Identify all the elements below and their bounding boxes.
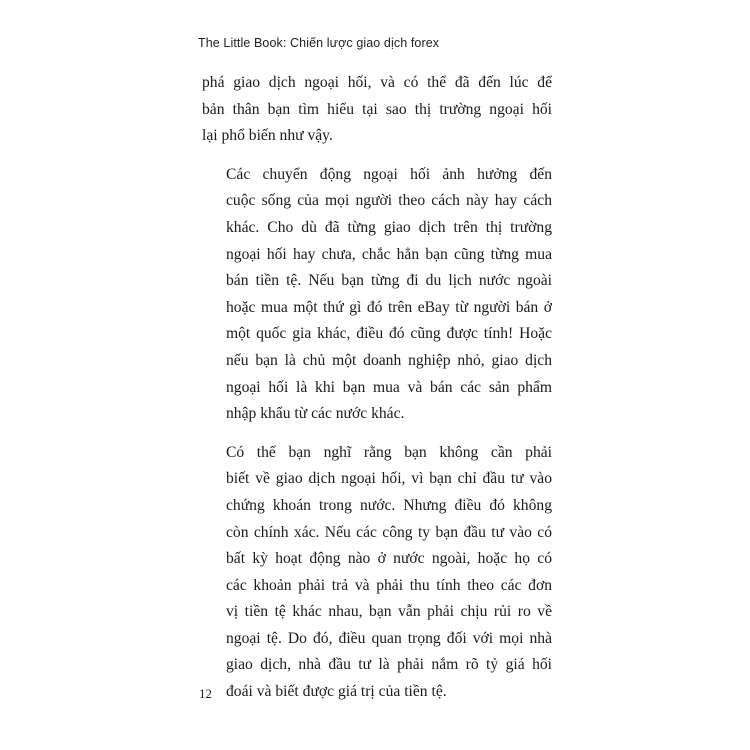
text-line: cuộc sống của mọi người theo cách này hay cách bbox=[226, 192, 552, 210]
text-line: bản thân bạn tìm hiểu tại sao thị trường ngoại hối bbox=[202, 100, 552, 118]
paragraph-forex-movements bbox=[202, 162, 552, 428]
text-line: bán tiền tệ. Nếu bạn từng đi du lịch nước ngoài bbox=[226, 272, 552, 290]
text-line: hoặc mua một thứ gì đó trên eBay từ người bán ở bbox=[226, 298, 552, 316]
text-line: phá giao dịch ngoại hối, và có thể đã đến lúc để bbox=[202, 74, 552, 91]
text-line: đoái và biết được giá trị của tiền tệ. bbox=[226, 683, 447, 701]
text-line: vị tiền tệ khác nhau, bạn vẫn phải chịu rủi ro về bbox=[226, 603, 552, 621]
text-line: Có thể bạn nghĩ rằng bạn không cần phải bbox=[226, 443, 552, 461]
text-line: nhập khẩu từ các nước khác. bbox=[226, 405, 405, 423]
running-header: The Little Book: Chiến lược giao dịch forex bbox=[198, 36, 440, 50]
text-line: Các chuyển động ngoại hối ảnh hưởng đến bbox=[226, 165, 552, 183]
text-line: biết về giao dịch ngoại hối, vì bạn chỉ đầu tư vào bbox=[226, 470, 552, 488]
text-line: ngoại tệ. Do đó, điều quan trọng đối với mọi nhà bbox=[226, 629, 552, 647]
text-line: nếu bạn là chủ một doanh nghiệp nhỏ, giao dịch bbox=[226, 351, 552, 369]
paragraph-currency-risk bbox=[202, 440, 552, 706]
text-line: ngoại hối hay chưa, chắc hẳn bạn cũng từng mua bbox=[226, 245, 552, 263]
paragraph-continuation bbox=[202, 70, 552, 150]
text-line: còn chính xác. Nếu các công ty bạn đầu tư vào có bbox=[226, 523, 552, 541]
text-line: khác. Cho dù đã từng giao dịch trên thị trường bbox=[226, 218, 552, 236]
text-line: giao dịch, nhà đầu tư là phải nắm rõ tỷ giá hối bbox=[226, 656, 552, 674]
page-number: 12 bbox=[199, 686, 212, 701]
text-line: các khoản phải trả và phải thu tính theo các đơn bbox=[226, 576, 552, 594]
text-line: lại phổ biến như vậy. bbox=[202, 127, 333, 145]
text-line: ngoại hối là khi bạn mua và bán các sản phẩm bbox=[226, 378, 552, 396]
text-line: một quốc gia khác, điều đó cũng được tính! Hoặc bbox=[226, 325, 552, 343]
text-line: chứng khoán trong nước. Nhưng điều đó không bbox=[226, 496, 552, 514]
body-text bbox=[202, 70, 552, 706]
text-line: bất kỳ hoạt động nào ở nước ngoài, hoặc họ có bbox=[226, 550, 552, 568]
